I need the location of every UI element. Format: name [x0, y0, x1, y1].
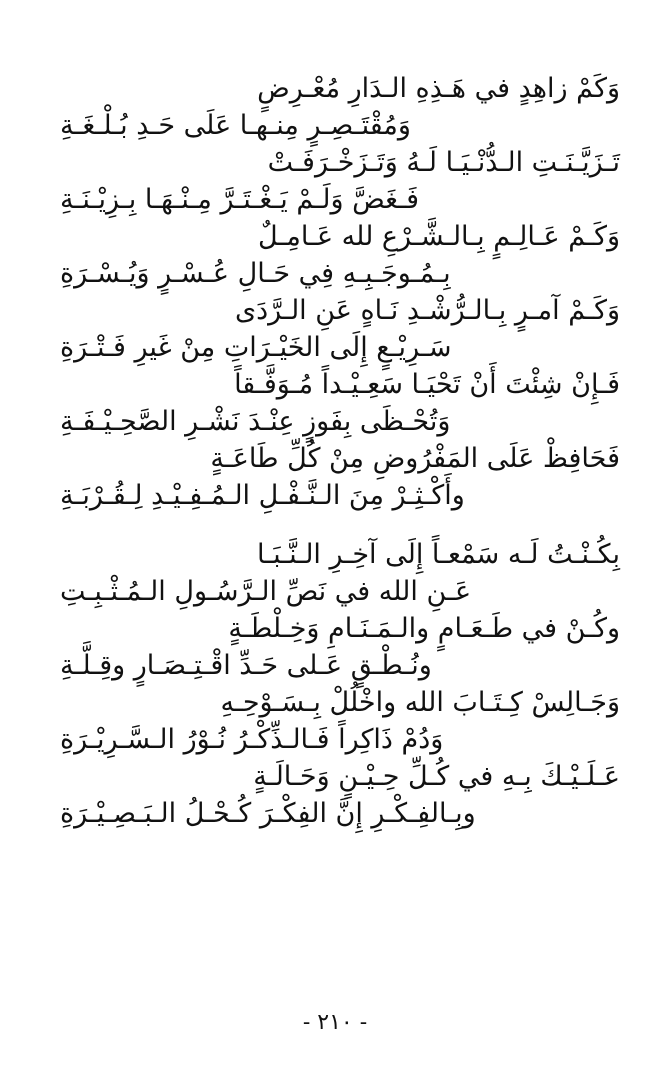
verse — [60, 758, 620, 832]
verse-second-hemistich: وَدُمْ ذَاكِراً فَـالـذِّكْـرُ نُـوْرُ الـسَّـرِيْـرَةِ — [60, 724, 444, 755]
page-number: - ٢١٠ - — [302, 1010, 368, 1035]
verse-second-hemistich: سَـرِيْـعٍ إِلَى الخَيْـرَاتِ مِنْ غَيرِ فَـتْـرَةِ — [60, 332, 452, 363]
verse-first-hemistich: تَـزَيَّـنَـتِ الـدُّنْـيَـا لَـهُ وَتَـزَخْـرَفَـتْ — [267, 147, 620, 178]
verse-second-hemistich: عَـنِ الله في نَصِّ الـرَّسُـولِ الـمُـثْـبِـتِ — [60, 576, 472, 607]
verse — [60, 218, 620, 292]
verse-first-hemistich: وكُـنْ في طَـعَـامٍ والـمَـنَـامِ وَخِـلْطَـةٍ — [228, 613, 620, 644]
verse-first-hemistich: وَكَـمْ عَـالِـمٍ بِـالـشَّـرْعِ لله عَـامِـلٌ — [258, 221, 620, 252]
verse-first-hemistich: وَجَـالِسْ كِـتَـابَ الله واخْلُلْ بِـسَـوْحِـهِ — [220, 687, 620, 718]
verse-second-hemistich: بِـمُـوجَـبِـهِ فِي حَـالِ عُـسْـرٍ وَيُـسْـرَةِ — [60, 258, 451, 289]
verse — [60, 536, 620, 610]
verse — [60, 144, 620, 218]
verse-first-hemistich: وَكَـمْ آمـرٍ بِـالـرُّشْـدِ نَـاهٍ عَنِ الـرَّدَى — [234, 295, 620, 326]
verse — [60, 366, 620, 440]
verse-second-hemistich: وأَكْـثِـرْ مِنَ الـنَّـفْـلِ الـمُـفِـيْـدِ لِـقُـرْبَـةِ — [60, 480, 465, 511]
verse-first-hemistich: فَـإِنْ شِئْتَ أَنْ تَحْيَـا سَعِـيْـداً مُـوَفَّـقاً — [234, 369, 620, 400]
verse-first-hemistich: بِكُـنْـتُ لَـه سَمْعـاً إِلَى آخِـرِ الـنَّـبَـا — [256, 539, 620, 570]
verse-second-hemistich: وَتُحْـظَى بِفَوزٍ عِنْـدَ نَشْـرِ الصَّحِـيْـفَـةِ — [60, 406, 451, 437]
verse-first-hemistich: فَحَافِظْ عَلَى المَفْرُوضِ مِنْ كُلِّ طَاعَـةٍ — [210, 443, 620, 474]
verse-first-hemistich: عَـلَـيْـكَ بِـهِ في كُـلِّ حِـيْـنٍ وَحَـالَـةٍ — [253, 761, 620, 792]
verse — [60, 292, 620, 366]
verse — [60, 70, 620, 144]
poem — [60, 70, 620, 832]
verse — [60, 440, 620, 514]
verse-second-hemistich: ونُـطْـقٍ عَـلى حَـدِّ اقْـتِـصَـارٍ وقِـلَّـةِ — [60, 650, 432, 681]
verse — [60, 684, 620, 758]
verse-first-hemistich: وَكَمْ زاهِدٍ في هَـذِهِ الـدَارِ مُعْـرِضٍ — [257, 73, 620, 104]
verse — [60, 610, 620, 684]
verse-second-hemistich: وَمُقْتَـصِـرٍ مِنـهـا عَلَى حَـدِ بُـلْـغَـةِ — [60, 110, 411, 141]
verse-second-hemistich: وبِـالفِـكْـرِ إِنَّ الفِكْـرَ كُـحْـلُ الـبَـصِـيْـرَةِ — [60, 798, 476, 829]
verse-second-hemistich: فَـغَضَّ وَلَـمْ يَـغْـتَـرَّ مِـنْـهَـا بِـزِيْـنَـةِ — [60, 184, 420, 215]
